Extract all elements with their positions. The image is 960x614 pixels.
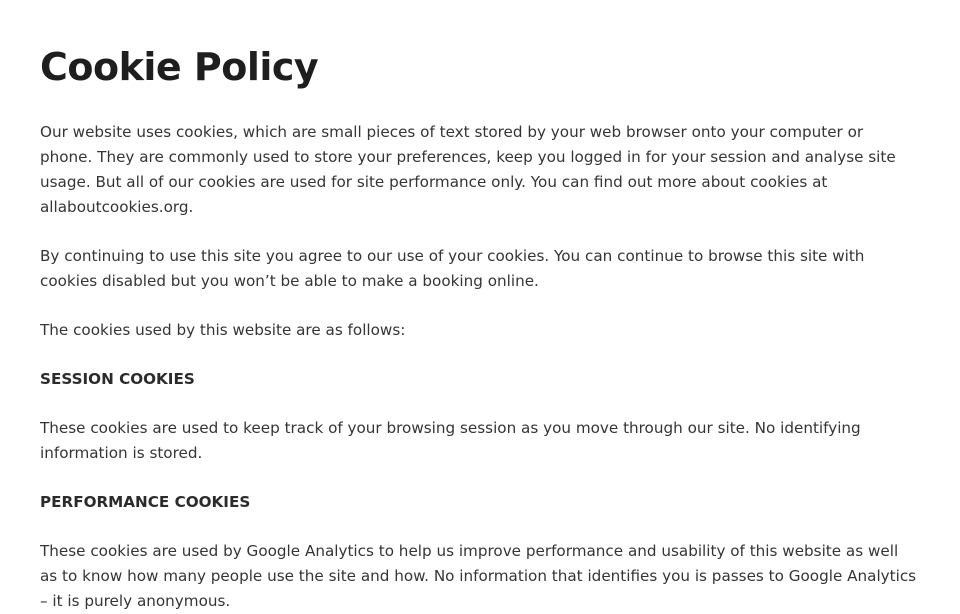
performance-cookies-paragraph: These cookies are used by Google Analytics to help us improve performance and usability of this website as well as to know how many people use the site and how. No information that identifies you is passes to Google Analytics – it is purely anonymous. bbox=[40, 542, 917, 610]
session-cookies-heading: SESSION COOKIES bbox=[40, 370, 195, 388]
performance-cookies-heading: PERFORMANCE COOKIES bbox=[40, 493, 251, 511]
page-title: Cookie Policy bbox=[40, 45, 319, 89]
session-cookies-paragraph: These cookies are used to keep track of your browsing session as you move through our site. No identifying information is stored. bbox=[40, 419, 861, 462]
list-intro-paragraph: The cookies used by this website are as follows: bbox=[40, 321, 406, 339]
allaboutcookies-link[interactable]: allaboutcookies.org bbox=[40, 198, 189, 216]
intro-text-end: . bbox=[188, 198, 194, 216]
intro-paragraph bbox=[40, 120, 920, 220]
consent-paragraph: By continuing to use this site you agree to our use of your cookies. You can continue to browse this site with cookies disabled but you won’t be able to make a booking online. bbox=[40, 247, 865, 290]
intro-text: Our website uses cookies, which are small pieces of text stored by your web browser onto your computer or phone. They are commonly used to store your preferences, keep you logged in for your session and analyse site usage. But all of our cookies are used for site performance only. You can find out more about cookies at bbox=[40, 123, 896, 191]
